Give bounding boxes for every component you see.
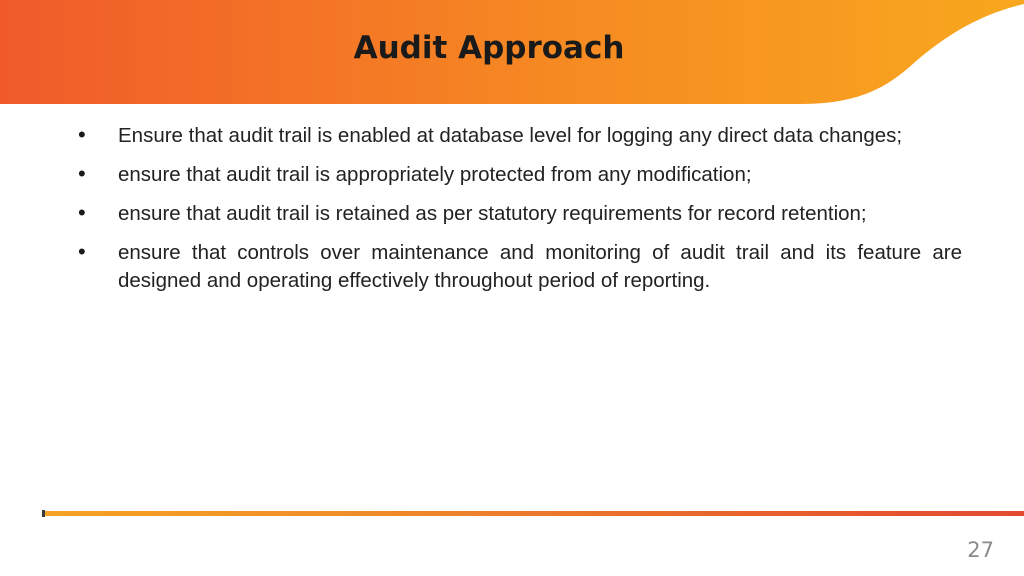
bullet-item xyxy=(72,122,962,150)
bullet-item xyxy=(72,239,962,295)
page-number: 27 xyxy=(967,538,994,562)
bullet-marker: • xyxy=(78,200,86,225)
bullet-marker: • xyxy=(78,239,86,264)
bullet-text: ensure that audit trail is retained as per statutory requirements for record retention; xyxy=(118,202,867,225)
bullet-text: ensure that audit trail is appropriately protected from any modification; xyxy=(118,163,752,186)
bullet-marker: • xyxy=(78,161,86,186)
footer-divider-cap xyxy=(42,510,45,517)
bullet-item xyxy=(72,200,962,228)
bullet-item xyxy=(72,161,962,189)
bullet-marker: • xyxy=(78,122,86,147)
bullet-text: Ensure that audit trail is enabled at database level for logging any direct data changes; xyxy=(118,124,903,147)
slide-title: Audit Approach xyxy=(353,30,625,66)
bullet-text: ensure that controls over maintenance and monitoring of audit trail and its feature are designed and operating effectively throughout period of reporting. xyxy=(118,241,962,292)
footer-divider xyxy=(42,511,1024,516)
bullet-list xyxy=(72,122,962,306)
